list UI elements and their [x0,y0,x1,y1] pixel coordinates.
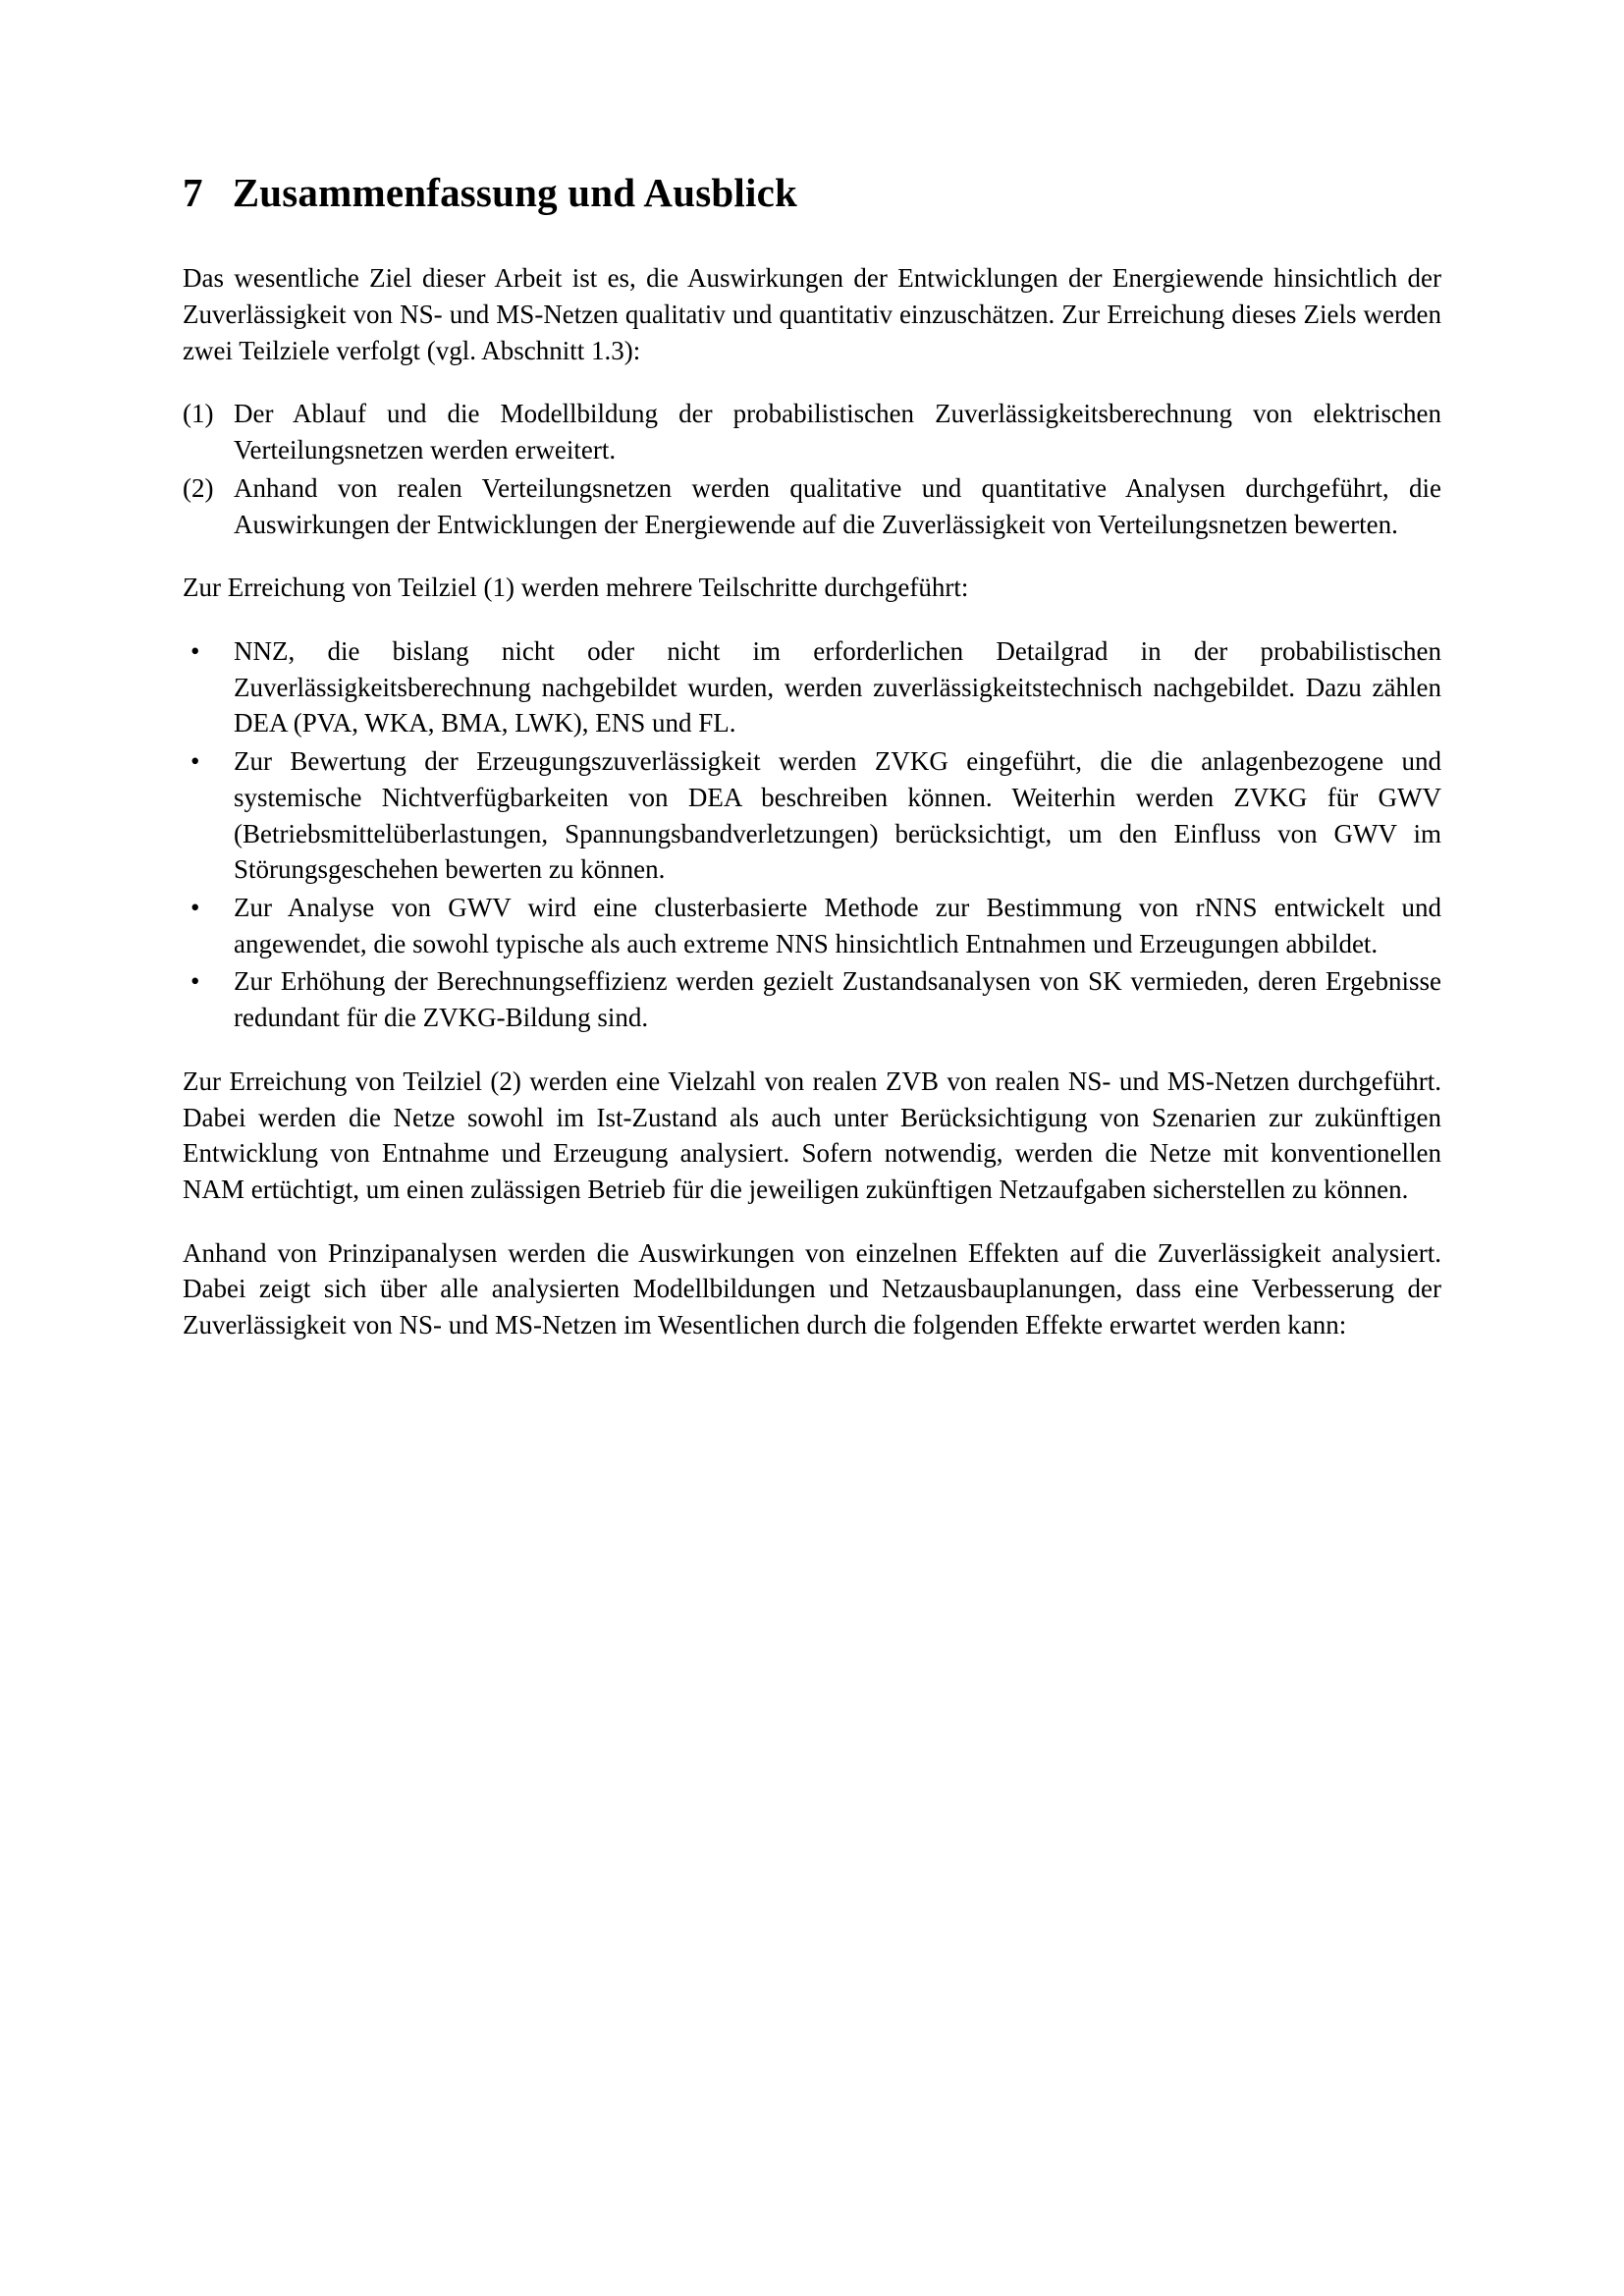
section-heading [183,169,1441,217]
numbered-item [183,470,1441,542]
numbered-item-text: Anhand von realen Verteilungsnetzen werden qualitative und quantitative Analysen durchgeführt, die Auswirkungen der Entwicklungen der Energiewende auf die Zuverlässigkeit von Verteilungsnetzen bewerten. [234,472,1441,539]
bullet-icon: • [190,966,200,997]
bullet-icon: • [190,746,200,777]
paragraph-prinzipanalysen: Anhand von Prinzipanalysen werden die Auswirkungen von einzelnen Effekten auf die Zuverlässigkeit analysiert. Dabei zeigt sich über alle analysierten Modellbildungen und Netzausbauplanungen, dass eine Verbesserung der Zuverlässigkeit von NS- und MS-Netzen im Wesentlichen durch die folgenden Effekte erwartet werden kann: [183,1237,1441,1340]
numbered-item-marker: (1) [183,399,214,429]
bullet-item [183,633,1441,741]
bullet-item-text: NNZ, die bislang nicht oder nicht im erforderlichen Detailgrad in der probabilistischen Zuverlässigkeitsberechnung nachgebildet wurden, werden zuverlässigkeitstechnisch nachgebildet. Dazu zählen DEA (PVA, WKA, BMA, LWK), ENS und FL. [234,635,1441,738]
numbered-item-marker: (2) [183,472,214,503]
paragraph-teilziel1: Zur Erreichung von Teilziel (1) werden mehrere Teilschritte durchgeführt: [183,573,969,603]
bullet-item-text: Zur Analyse von GWV wird eine clusterbasierte Methode zur Bestimmung von rNNS entwickelt und angewendet, die sowohl typische als auch extreme NNS hinsichtlich Entnahmen und Erzeugungen abbildet. [234,892,1441,958]
bullet-item [183,963,1441,1035]
section-heading-title: Zusammenfassung und Ausblick [232,170,797,215]
paragraph-teilziel2: Zur Erreichung von Teilziel (2) werden eine Vielzahl von realen ZVB von realen NS- und MS-Netzen durchgeführt. Dabei werden die Netze sowohl im Ist-Zustand als auch unter Berücksichtigung von Szenarien zur zukünftigen Entwicklung von Entnahme und Erzeugung analysiert. Sofern notwendig, werden die Netze mit konventionellen NAM ertüchtigt, um einen zulässigen Betrieb für die jeweiligen zukünftigen Netzaufgaben sicherstellen zu können. [183,1066,1441,1204]
numbered-item-text: Der Ablauf und die Modellbildung der probabilistischen Zuverlässigkeitsberechnung von elektrischen Verteilungsnetzen werden erweitert. [234,399,1441,465]
bullet-icon: • [190,635,200,666]
bullet-list [183,633,1441,1036]
bullet-icon: • [190,892,200,922]
bullet-item-text: Zur Bewertung der Erzeugungszuverlässigkeit werden ZVKG eingeführt, die die anlagenbezogene und systemische Nichtverfügbarkeiten von DEA beschreiben können. Weiterhin werden ZVKG für GWV (Betriebsmittelüberlastungen, Spannungsbandverletzungen) berücksichtigt, um den Einfluss von GWV im Störungsgeschehen bewerten zu können. [234,746,1441,885]
bullet-item [183,743,1441,888]
numbered-item [183,396,1441,467]
numbered-list [183,396,1441,542]
bullet-item [183,890,1441,961]
bullet-item-text: Zur Erhöhung der Berechnungseffizienz werden gezielt Zustandsanalysen von SK vermieden, deren Ergebnisse redundant für die ZVKG-Bildung sind. [234,966,1441,1033]
paragraph-intro: Das wesentliche Ziel dieser Arbeit ist es, die Auswirkungen der Entwicklungen der Energiewende hinsichtlich der Zuverlässigkeit von NS- und MS-Netzen qualitativ und quantitativ einzuschätzen. Zur Erreichung dieses Ziels werden zwei Teilziele verfolgt (vgl. Abschnitt 1.3): [183,263,1441,365]
section-heading-number: 7 [183,170,203,215]
